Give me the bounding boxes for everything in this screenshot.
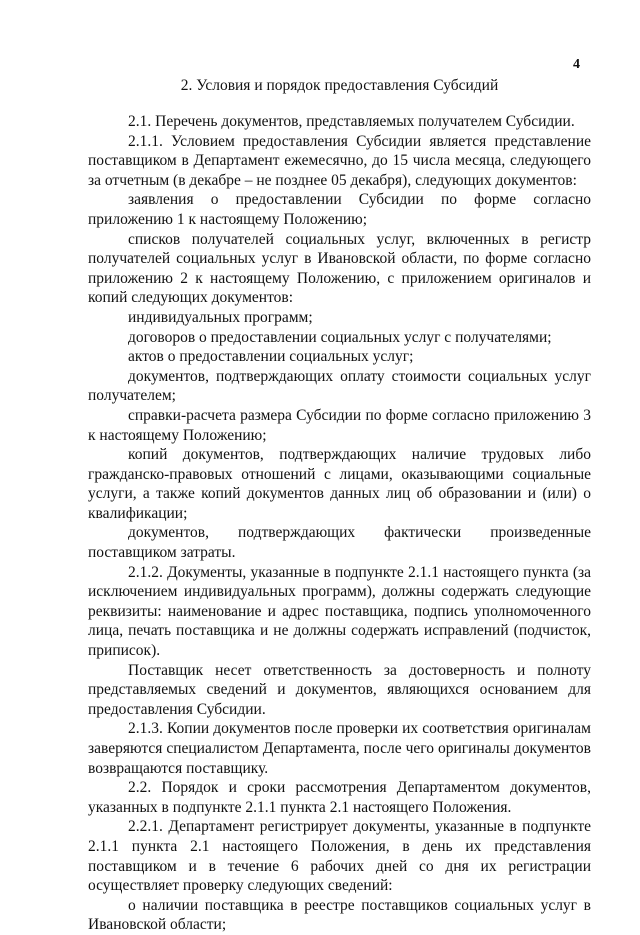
paragraph-2-1-2: 2.1.2. Документы, указанные в подпункте 2.1.1 настоящего пункта (за исключением индивидуальных программ), должны содержать следующие реквизиты: наименование и адрес поставщика, подпись уполномоченного лица, печать поставщика и не должны содержать исправлений (подчисток, приписок). [88, 563, 591, 660]
list-item-employment-copies: копий документов, подтверждающих наличие трудовых либо гражданско-правовых отношений с лицами, оказывающими социальные услуги, а также копий документов данных лиц об образовании и (или) о квалификации; [88, 446, 591, 522]
list-item-contracts: договоров о предоставлении социальных услуг с получателями; [128, 328, 552, 346]
paragraph-2-2-1: 2.2.1. Департамент регистрирует документы, указанные в подпункте 2.1.1 пункта 2.1 настоящего Положения, в день их представления поставщиком и в течение 6 рабочих дней со дня их регистрации осуществляет проверку следующих сведений: [88, 818, 591, 895]
list-item-acts: актов о предоставлении социальных услуг; [128, 348, 414, 366]
paragraph-2-1-1: 2.1.1. Условием предоставления Субсидии является представление поставщиком в Департамент ежемесячно, до 15 числа месяца, следующего за отчетным (в декабре – не позднее 05 декабря), следующих документов: [88, 132, 591, 189]
paragraph-2-1: 2.1. Перечень документов, представляемых получателем Субсидии. [128, 113, 575, 130]
list-item-recipient-lists: списков получателей социальных услуг, включенных в регистр получателей социальных услуг в Ивановской области, по форме согласно приложению 2 к настоящему Положению, с приложением оригиналов и копий следующих документов: [88, 230, 591, 307]
page-number: 4 [573, 57, 580, 72]
section-title: 2. Условия и порядок предоставления Субсидий [180, 77, 499, 94]
list-item-calculation-certificate: справки-расчета размера Субсидии по форме согласно приложению 3 к настоящему Положению; [88, 406, 591, 444]
list-item-expense-documents: документов, подтверждающих фактически произведенные поставщиком затраты. [88, 524, 591, 562]
paragraph-2-1-3: 2.1.3. Копии документов после проверки их соответствия оригиналам заверяются специалистом Департамента, после чего оригиналы документов возвращаются поставщику. [88, 720, 591, 777]
paragraph-2-2: 2.2. Порядок и сроки рассмотрения Департаментом документов, указанных в подпункте 2.1.1 пункта 2.1 настоящего Положения. [88, 779, 591, 816]
document-body [88, 112, 591, 935]
list-item-registry-check: о наличии поставщика в реестре поставщиков социальных услуг в Ивановской области; [88, 896, 591, 934]
list-item-application: заявления о предоставлении Субсидии по форме согласно приложению 1 к настоящему Положению; [88, 191, 591, 228]
list-item-individual-programs: индивидуальных программ; [128, 308, 313, 326]
list-item-payment-documents: документов, подтверждающих оплату стоимости социальных услуг получателем; [88, 367, 591, 405]
paragraph-responsibility: Поставщик несет ответственность за достоверность и полноту представляемых сведений и документов, являющихся основанием для предоставления Субсидии. [88, 661, 591, 718]
